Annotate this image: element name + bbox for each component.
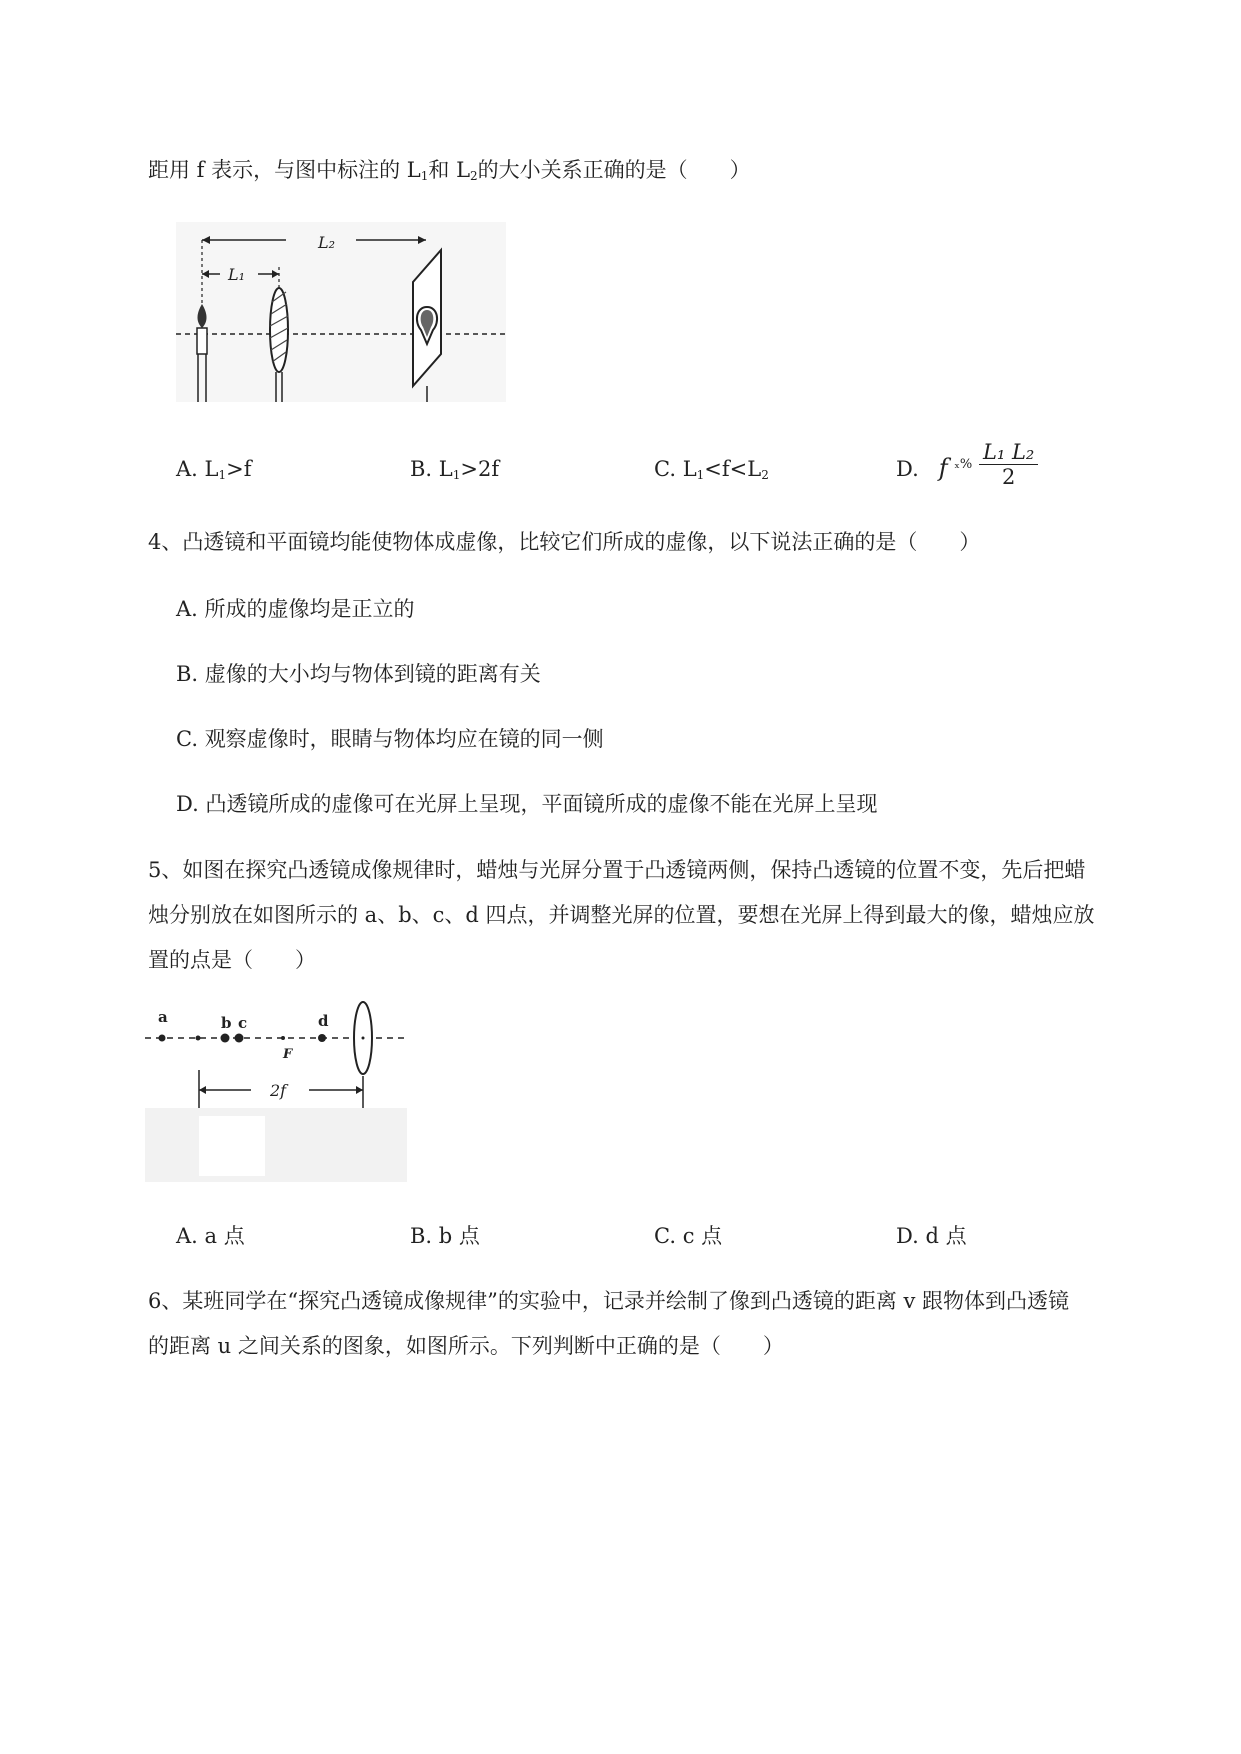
point-b-label: b (221, 1014, 232, 1032)
q5-option-c[interactable]: C. c 点 (654, 1224, 723, 1248)
q4-stem: 4、凸透镜和平面镜均能使物体成虚像，比较它们所成的虚像，以下说法正确的是（ ） (148, 530, 981, 554)
q5-stem-line-3: 置的点是（ ） (148, 948, 316, 972)
label-L2: L₂ (318, 233, 336, 252)
q5-option-a[interactable]: A. a 点 (176, 1224, 245, 1248)
point-a-label: a (158, 1008, 168, 1026)
q3-option-c[interactable]: C. $L_1<f<L_2$ (654, 457, 769, 482)
q5-option-d[interactable]: D. d 点 (896, 1224, 967, 1248)
q4-option-c[interactable]: C. 观察虚像时，眼睛与物体均应在镜的同一侧 (176, 727, 604, 751)
q3-stem: 距用 f 表示，与图中标注的 $L_1$和 $L_2$的大小关系正确的是（ ） (148, 158, 751, 183)
q3-figure (176, 222, 506, 402)
q3-option-b[interactable]: B. $L_1>2f$ (410, 457, 500, 482)
q4-option-b[interactable]: B. 虚像的大小均与物体到镜的距离有关 (176, 662, 541, 686)
q5-stem-line-1: 5、如图在探究凸透镜成像规律时，蜡烛与光屏分置于凸透镜两侧，保持凸透镜的位置不变，先后把蜡 (148, 858, 1086, 882)
q5-figure (145, 1000, 407, 1182)
q6-stem-line-2: 的距离 u 之间关系的图象，如图所示。下列判断中正确的是（ ） (148, 1334, 784, 1358)
q4-option-d[interactable]: D. 凸透镜所成的虚像可在光屏上呈现，平面镜所成的虚像不能在光屏上呈现 (176, 792, 878, 816)
q3-option-a[interactable]: A. $L_1>f$ (176, 457, 252, 482)
fraction: $\frac{\text{L₁ L₂}}{2}$ (979, 440, 1038, 489)
point-d-label: d (318, 1012, 329, 1030)
q3-option-d[interactable]: D. f ₓ% $\frac{\text{L₁ L₂}}{2}$ (896, 440, 1038, 489)
two-f-label: 2f (270, 1081, 287, 1100)
q5-stem-line-2: 烛分别放在如图所示的 a、b、c、d 四点，并调整光屏的位置，要想在光屏上得到最大的像，蜡烛应放 (148, 903, 1095, 927)
focus-label: F (283, 1047, 293, 1062)
label-L1: L₁ (228, 265, 246, 284)
point-c-label: c (238, 1014, 248, 1032)
q4-option-a[interactable]: A. 所成的虚像均是正立的 (176, 597, 415, 621)
q5-option-b[interactable]: B. b 点 (410, 1224, 480, 1248)
q6-stem-line-1: 6、某班同学在“探究凸透镜成像规律”的实验中，记录并绘制了像到凸透镜的距离 v 跟物体到凸透镜 (148, 1289, 1070, 1313)
